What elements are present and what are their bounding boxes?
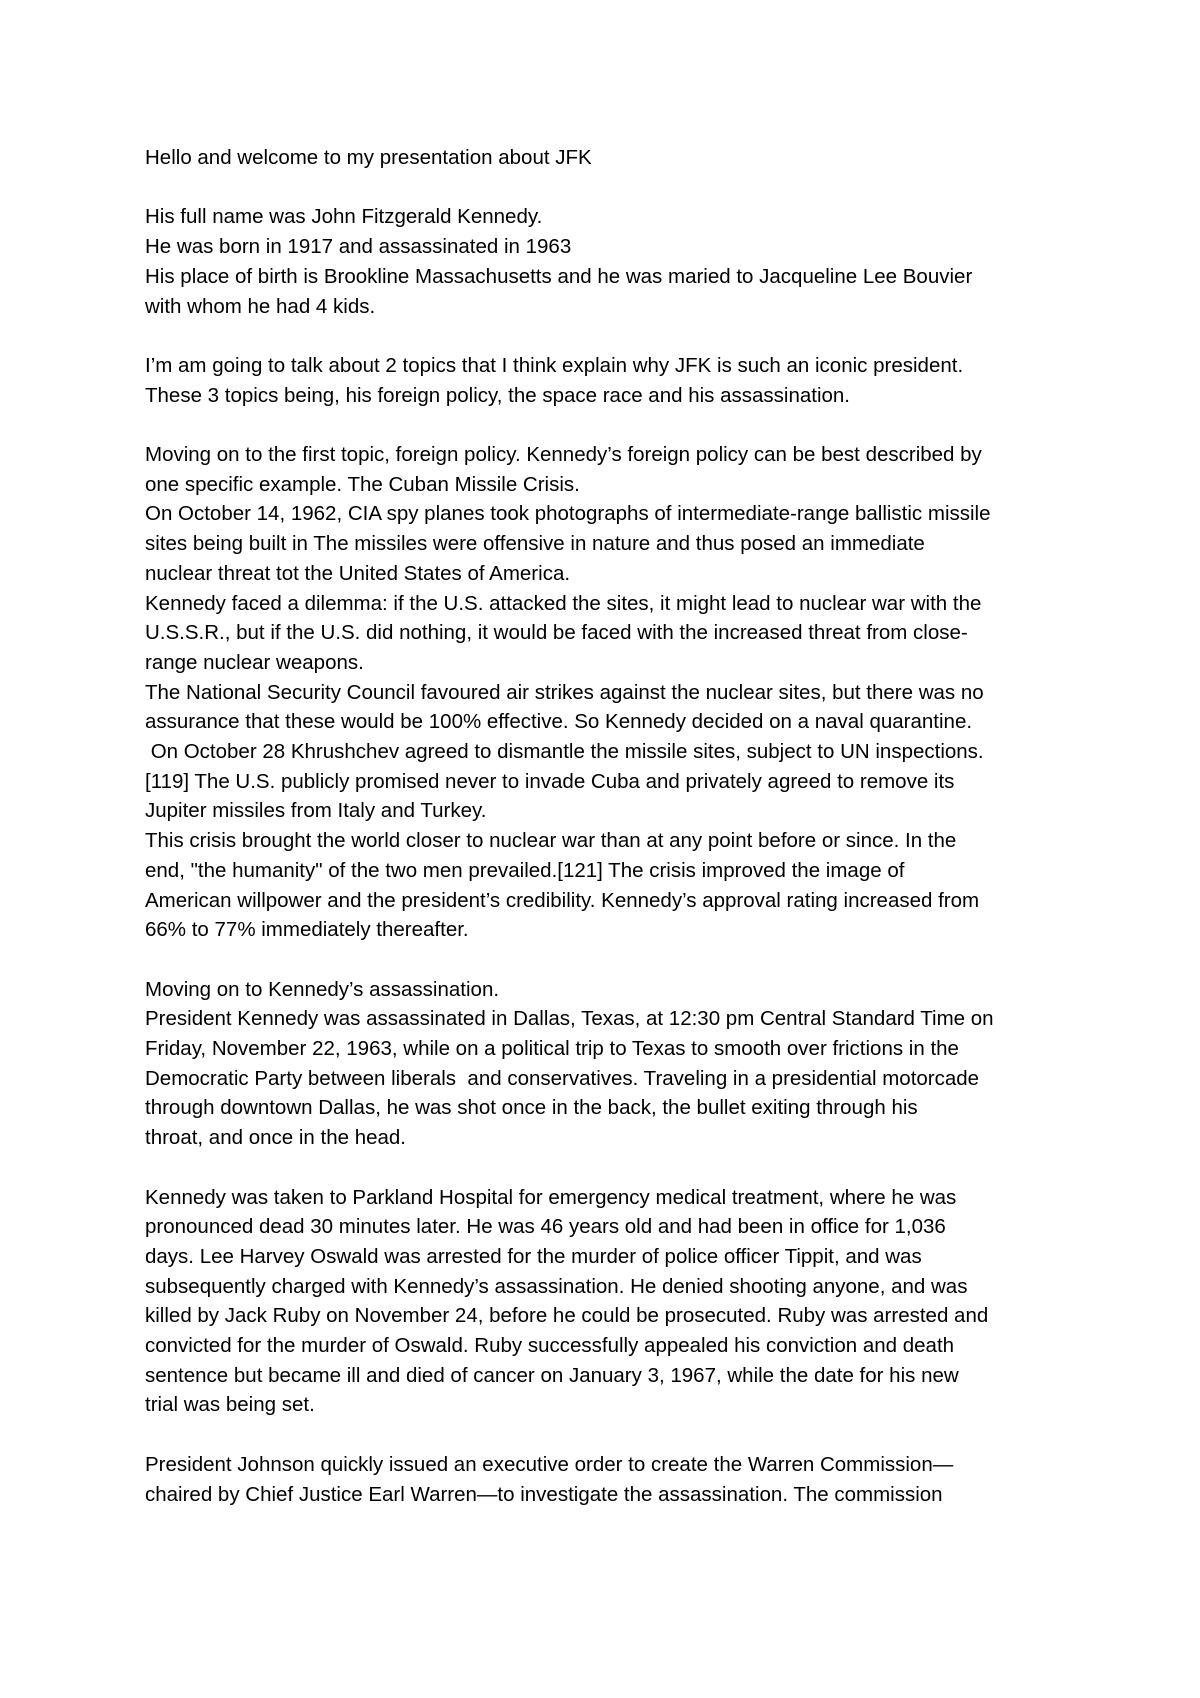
text-line: His full name was John Fitzgerald Kennedy. bbox=[145, 205, 543, 229]
text-line: throat, and once in the head. bbox=[145, 1126, 407, 1150]
text-line: range nuclear weapons. bbox=[145, 650, 364, 674]
text-line: one specific example. The Cuban Missile Crisis. bbox=[145, 472, 580, 496]
text-line: killed by Jack Ruby on November 24, before he could be prosecuted. Ruby was arrested and bbox=[145, 1304, 989, 1328]
text-line: end, "the humanity" of the two men prevailed.[121] The crisis improved the image of bbox=[145, 858, 905, 882]
text-line: Democratic Party between liberals and conservatives. Traveling in a presidential motorcade bbox=[145, 1066, 980, 1090]
paragraph bbox=[145, 975, 1080, 1153]
text-line: These 3 topics being, his foreign policy, the space race and his assassination. bbox=[145, 383, 850, 407]
paragraph bbox=[145, 1183, 1080, 1421]
text-line: assurance that these would be 100% effective. So Kennedy decided on a naval quarantine. bbox=[145, 710, 973, 734]
text-line: President Kennedy was assassinated in Dallas, Texas, at 12:30 pm Central Standard Time on bbox=[145, 1007, 994, 1031]
text-line: sentence but became ill and died of cancer on January 3, 1967, while the date for his new bbox=[145, 1363, 959, 1387]
text-line: I’m am going to talk about 2 topics that I think explain why JFK is such an iconic president. bbox=[145, 353, 964, 377]
text-line: Moving on to the first topic, foreign policy. Kennedy’s foreign policy can be best described by bbox=[145, 442, 982, 466]
text-line: subsequently charged with Kennedy’s assassination. He denied shooting anyone, and was bbox=[145, 1274, 968, 1298]
paragraph bbox=[145, 440, 1080, 945]
text-line: His place of birth is Brookline Massachusetts and he was maried to Jacqueline Lee Bouvier bbox=[145, 264, 973, 288]
text-line: trial was being set. bbox=[145, 1393, 315, 1417]
text-line: through downtown Dallas, he was shot once in the back, the bullet exiting through his bbox=[145, 1096, 918, 1120]
text-line: Friday, November 22, 1963, while on a political trip to Texas to smooth over frictions in the bbox=[145, 1037, 959, 1061]
text-line: days. Lee Harvey Oswald was arrested for the murder of police officer Tippit, and was bbox=[145, 1244, 922, 1268]
text-line: convicted for the murder of Oswald. Ruby successfully appealed his conviction and death bbox=[145, 1334, 955, 1358]
text-line: U.S.S.R., but if the U.S. did nothing, it would be faced with the increased threat from close- bbox=[145, 621, 968, 645]
paragraph bbox=[145, 351, 1080, 410]
text-line: On October 28 Khrushchev agreed to dismantle the missile sites, subject to UN inspections. bbox=[145, 740, 984, 764]
paragraph bbox=[145, 1450, 1080, 1509]
text-line: sites being built in The missiles were offensive in nature and thus posed an immediate bbox=[145, 532, 925, 556]
text-line: This crisis brought the world closer to nuclear war than at any point before or since. In the bbox=[145, 829, 957, 853]
text-line: Moving on to Kennedy’s assassination. bbox=[145, 977, 500, 1001]
text-line: 66% to 77% immediately thereafter. bbox=[145, 918, 469, 942]
text-line: American willpower and the president’s credibility. Kennedy’s approval rating increased from bbox=[145, 888, 980, 912]
text-line: He was born in 1917 and assassinated in 1963 bbox=[145, 235, 572, 259]
text-line: Jupiter missiles from Italy and Turkey. bbox=[145, 799, 487, 823]
text-line: with whom he had 4 kids. bbox=[145, 294, 376, 318]
text-line: pronounced dead 30 minutes later. He was 46 years old and had been in office for 1,036 bbox=[145, 1215, 946, 1239]
paragraph bbox=[145, 202, 1080, 321]
text-line: Kennedy faced a dilemma: if the U.S. attacked the sites, it might lead to nuclear war with the bbox=[145, 591, 982, 615]
paragraph bbox=[145, 143, 1080, 173]
text-line: nuclear threat tot the United States of America. bbox=[145, 561, 571, 585]
text-line: On October 14, 1962, CIA spy planes took photographs of intermediate-range ballistic missile bbox=[145, 502, 991, 526]
text-line: President Johnson quickly issued an executive order to create the Warren Commission— bbox=[145, 1452, 954, 1476]
text-line: Hello and welcome to my presentation about JFK bbox=[145, 146, 592, 169]
text-line: [119] The U.S. publicly promised never to invade Cuba and privately agreed to remove its bbox=[145, 769, 955, 793]
text-line: Kennedy was taken to Parkland Hospital for emergency medical treatment, where he was bbox=[145, 1185, 957, 1209]
document-body bbox=[145, 143, 1080, 1539]
text-line: The National Security Council favoured air strikes against the nuclear sites, but there was no bbox=[145, 680, 984, 704]
text-line: chaired by Chief Justice Earl Warren—to investigate the assassination. The commission bbox=[145, 1482, 943, 1506]
